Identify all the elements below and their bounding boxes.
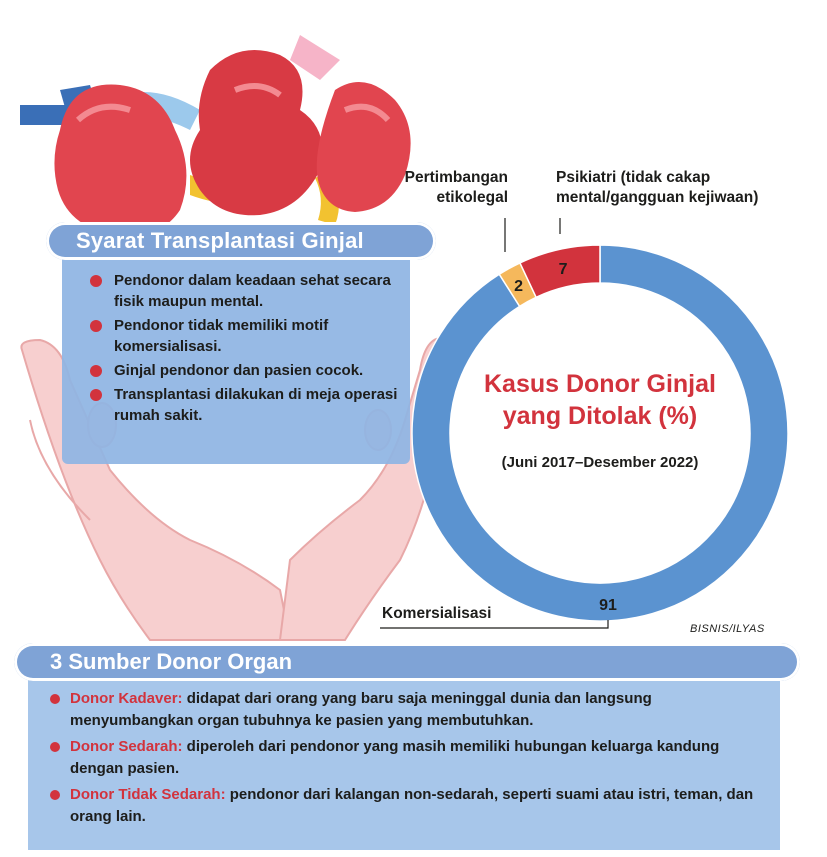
source-text: diperoleh dari pendonor yang masih memiliki hubungan keluarga kandung dengan pasien. <box>70 738 720 777</box>
list-item: Transplantasi dilakukan di meja operasi rumah sakit. <box>88 384 408 426</box>
bullet-icon <box>50 790 60 800</box>
source-term: Donor Kadaver: <box>70 690 183 707</box>
list-item <box>48 688 776 732</box>
slice-komersialisasi <box>412 245 788 621</box>
label-psikiatri: Psikiatri (tidak cakap mental/gangguan kejiwaan) <box>556 169 759 206</box>
chart-subtitle: (Juni 2017–Desember 2022) <box>501 454 699 471</box>
list-item <box>48 736 776 780</box>
sources-title: 3 Sumber Donor Organ <box>14 643 800 681</box>
donut-slices <box>412 245 788 621</box>
bullet-icon <box>50 694 60 704</box>
donut-value-labels <box>514 261 617 614</box>
source-text: didapat dari orang yang baru saja meninggal dunia dan langsung menyumbangkan organ tubuhnya ke pasien yang membutuhkan. <box>70 690 652 729</box>
chart-title: Kasus Donor Ginjal yang Ditolak (%) <box>484 370 716 430</box>
list-item: Pendonor tidak memiliki motif komersialisasi. <box>88 315 408 357</box>
sources-list <box>48 688 776 832</box>
label-komersialisasi: Komersialisasi <box>382 605 492 622</box>
source-term: Donor Tidak Sedarah: <box>70 786 226 803</box>
source-term: Donor Sedarah: <box>70 738 183 755</box>
list-item <box>48 784 776 828</box>
value-label: 7 <box>558 261 568 279</box>
credit: BISNIS/ILYAS <box>690 623 765 635</box>
value-label: 2 <box>514 277 524 295</box>
value-label: 91 <box>599 597 617 614</box>
label-etikolegal: Pertimbangan etikolegal <box>404 169 508 206</box>
requirements-title: Syarat Transplantasi Ginjal <box>46 222 436 260</box>
list-item: Ginjal pendonor dan pasien cocok. <box>88 360 408 381</box>
list-item: Pendonor dalam keadaan sehat secara fisik maupun mental. <box>88 270 408 312</box>
bullet-icon <box>50 742 60 752</box>
source-text: pendonor dari kalangan non-sedarah, seperti suami atau istri, teman, dan orang lain. <box>70 786 754 825</box>
